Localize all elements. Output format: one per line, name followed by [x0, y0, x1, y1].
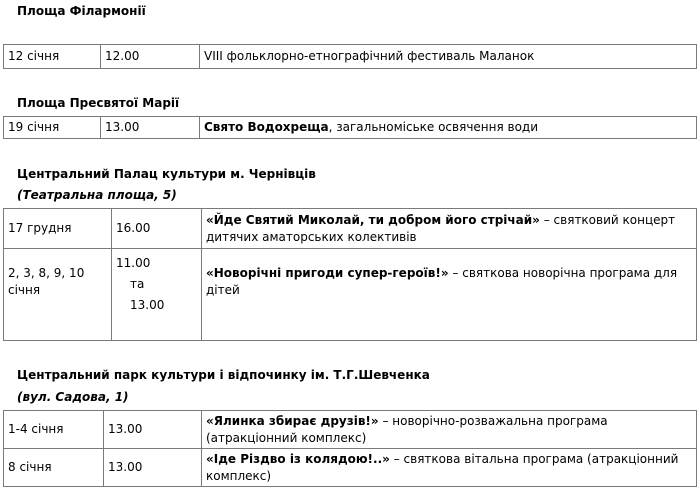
event-time-start: 11.00	[116, 256, 151, 270]
event-title: «Іде Різдво із колядою!..»	[206, 451, 390, 466]
event-description	[200, 117, 697, 139]
table-row	[4, 411, 697, 449]
event-time: 12.00	[101, 45, 200, 69]
event-description: VIII фольклорно-етнографічний фестиваль Маланок	[200, 45, 697, 69]
table-row	[4, 449, 697, 487]
event-date: 17 грудня	[4, 209, 112, 249]
schedule-table-philharmonic-square	[3, 44, 697, 69]
section-heading-holy-mary-square: Площа Пресвятої Марії	[17, 96, 180, 110]
event-title: «Йде Святий Миколай, ти добром його стрічай»	[206, 212, 540, 227]
section-heading-central-palace-of-culture: Центральний Палац культури м. Чернівців	[17, 167, 316, 181]
event-details: , загальноміське освячення води	[328, 120, 539, 134]
event-description	[202, 209, 697, 249]
event-details: – святкова новорічна програма для дітей	[206, 266, 678, 297]
schedule-table-central-palace-of-culture	[3, 208, 697, 341]
event-details: – новорічно-розважальна програма (атракціонний комплекс)	[206, 413, 608, 445]
event-title: «Ялинка збирає друзів!»	[206, 413, 379, 428]
event-time: 13.00	[101, 117, 200, 139]
schedule-table-central-park	[3, 410, 697, 487]
section-heading-central-park: Центральний парк культури і відпочинку ім. Т.Г.Шевченка	[17, 368, 430, 382]
table-row	[4, 117, 697, 139]
section-address-central-park: (вул. Садова, 1)	[17, 390, 129, 404]
event-description	[202, 449, 697, 487]
event-date: 8 січня	[4, 449, 104, 487]
section-address-central-palace-of-culture: (Театральна площа, 5)	[17, 188, 177, 202]
event-time: 13.00	[104, 449, 202, 487]
event-time: 13.00	[104, 411, 202, 449]
event-time: 16.00	[112, 209, 202, 249]
event-title: «Новорічні пригоди супер-героїв!»	[206, 266, 449, 280]
event-time-end: 13.00	[130, 298, 165, 312]
event-description	[202, 411, 697, 449]
schedule-table-holy-mary-square	[3, 116, 697, 139]
table-row	[4, 209, 697, 249]
event-details: – святковий концерт дитячих аматорських колективів	[206, 212, 676, 244]
event-date: 19 січня	[4, 117, 101, 139]
event-date: 12 січня	[4, 45, 101, 69]
event-date: 2, 3, 8, 9, 10 січня	[4, 249, 112, 341]
event-time	[112, 249, 202, 341]
event-description	[202, 249, 697, 341]
table-row	[4, 45, 697, 69]
event-time-conjunction: та	[130, 277, 145, 291]
event-title: Свято Водохреща	[204, 120, 329, 134]
event-date: 1-4 січня	[4, 411, 104, 449]
table-row	[4, 249, 697, 341]
event-details: – святкова вітальна програма (атракціонний комплекс)	[206, 451, 679, 483]
section-heading-philharmonic-square: Площа Філармонії	[17, 4, 146, 18]
